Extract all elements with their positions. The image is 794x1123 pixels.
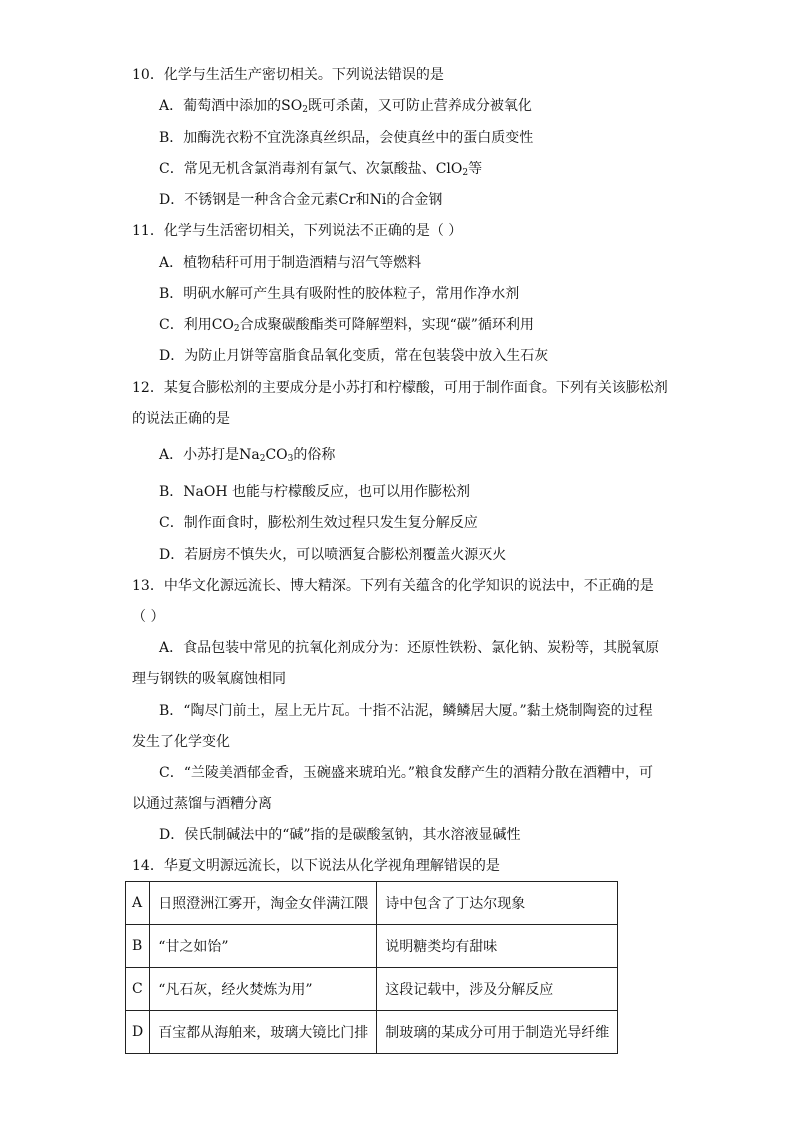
table-row [126, 1011, 618, 1054]
q13-option-a-cont: 理与钢铁的吸氧腐蚀相同 [132, 671, 286, 687]
q13-option-c: C．“兰陵美酒郁金香，玉碗盛来琥珀光。”粮食发酵产生的酒精分散在酒糟中，可 [159, 765, 654, 781]
row-explanation: 诗中包含了丁达尔现象 [377, 882, 618, 925]
q13-option-b: B．“陶尽门前土，屋上无片瓦。十指不沾泥，鳞鳞居大厦。”黏土烧制陶瓷的过程 [159, 703, 653, 719]
row-quote: 日照澄洲江雾开，淘金女伴满江隈 [150, 882, 377, 925]
row-label: A [126, 882, 150, 925]
table-row [126, 925, 618, 968]
row-quote: 百宝都从海舶来，玻璃大镜比门排 [150, 1011, 377, 1054]
row-explanation: 制玻璃的某成分可用于制造光导纤维 [377, 1011, 618, 1054]
q10-option-c: C．常见无机含氯消毒剂有氯气、次氯酸盐、ClO$_2$等 [159, 161, 483, 178]
q11-option-c: C．利用$CO_2$合成聚碳酸酯类可降解塑料，实现“碳”循环利用 [159, 317, 534, 334]
q12-option-c: C．制作面食时，膨松剂生效过程只发生复分解反应 [159, 515, 478, 531]
q11-option-b: B．明矾水解可产生具有吸附性的胶体粒子，常用作净水剂 [159, 286, 520, 302]
q10-option-d: D．不锈钢是一种含合金元素Cr和Ni的合金钢 [159, 192, 443, 208]
q13-option-a: A．食品包装中常见的抗氧化剂成分为：还原性铁粉、氯化钠、炭粉等，其脱氧原 [159, 640, 660, 656]
row-explanation: 这段记载中，涉及分解反应 [377, 968, 618, 1011]
q10-option-a: A．葡萄酒中添加的$SO_2$既可杀菌，又可防止营养成分被氧化 [159, 98, 532, 115]
table-row [126, 882, 618, 925]
q14-stem: 14．华夏文明源远流长，以下说法从化学视角理解错误的是 [132, 858, 500, 874]
q13-stem-cont: （ ） [132, 609, 165, 625]
q13-option-d: D．侯氏制碱法中的“碱”指的是碳酸氢钠，其水溶液显碱性 [159, 827, 521, 843]
q12-stem: 12．某复合膨松剂的主要成分是小苏打和柠檬酸，可用于制作面食。下列有关该膨松剂 [132, 380, 668, 396]
q12-stem-cont: 的说法正确的是 [132, 411, 230, 427]
q12-option-b: B．NaOH 也能与柠檬酸反应，也可以用作膨松剂 [159, 484, 471, 500]
q13-option-b-cont: 发生了化学变化 [132, 734, 230, 750]
q14-table [125, 881, 618, 1054]
row-explanation: 说明糖类均有甜味 [377, 925, 618, 968]
q13-option-c-cont: 以通过蒸馏与酒糟分离 [132, 796, 272, 812]
q10-option-b: B．加酶洗衣粉不宜洗涤真丝织品，会使真丝中的蛋白质变性 [159, 130, 534, 146]
row-label: B [126, 925, 150, 968]
row-label: C [126, 968, 150, 1011]
row-quote: “甘之如饴” [150, 925, 377, 968]
q11-option-d: D．为防止月饼等富脂食品氧化变质，常在包装袋中放入生石灰 [159, 348, 549, 364]
q11-stem: 11．化学与生活密切相关，下列说法不正确的是（ ） [132, 223, 463, 239]
table-row [126, 968, 618, 1011]
q11-option-a: A．植物秸秆可用于制造酒精与沼气等燃料 [159, 255, 422, 271]
row-label: D [126, 1011, 150, 1054]
q13-stem: 13．中华文化源远流长、博大精深。下列有关蕴含的化学知识的说法中，不正确的是 [132, 578, 654, 594]
row-quote: “凡石灰，经火焚炼为用” [150, 968, 377, 1011]
q12-option-d: D．若厨房不慎失火，可以喷洒复合膨松剂覆盖火源灭火 [159, 547, 507, 563]
q10-stem: 10．化学与生活生产密切相关。下列说法错误的是 [132, 67, 444, 83]
q12-option-a: A．小苏打是$Na_2CO_3$的俗称 [159, 447, 336, 464]
